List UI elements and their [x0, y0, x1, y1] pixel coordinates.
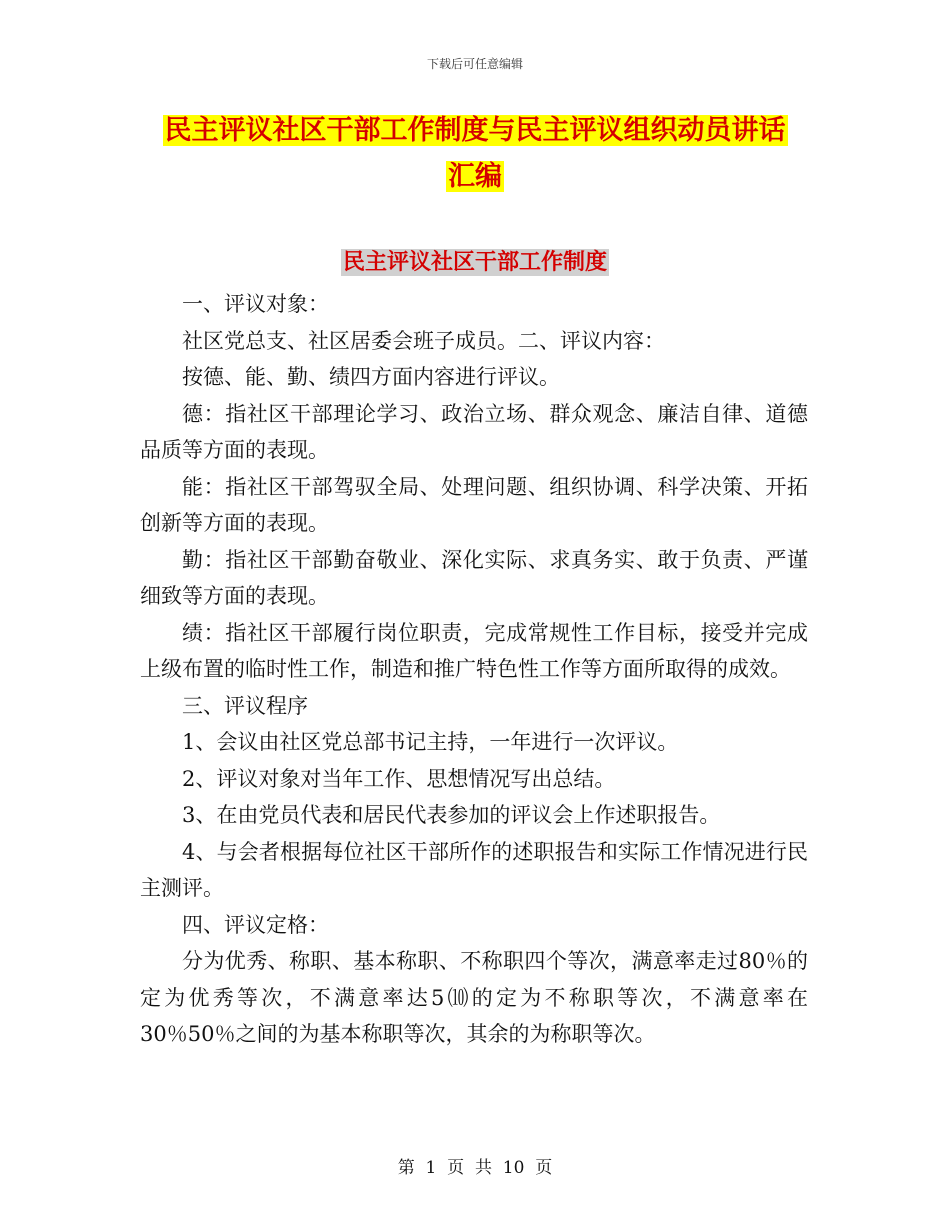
document-title-line-2: 汇编	[448, 161, 502, 192]
paragraph: 能：指社区干部驾驭全局、处理问题、组织协调、科学决策、开拓创新等方面的表现。	[140, 474, 808, 535]
document-title-line-1: 民主评议社区干部工作制度与民主评议组织动员讲话	[164, 115, 786, 146]
header-note: 下载后可任意编辑	[426, 57, 523, 71]
paragraph: 一、评议对象：	[182, 292, 329, 316]
section-title-text: 民主评议社区干部工作制度	[342, 250, 607, 275]
body-text	[140, 286, 808, 1053]
paragraph: 三、评议程序	[182, 693, 308, 718]
paragraph: 绩：指社区干部履行岗位职责，完成常规性工作目标，接受并完成上级布置的临时性工作，制造和推广特色性工作等方面所取得的成效。	[140, 620, 808, 681]
paragraph: 勤：指社区干部勤奋敬业、深化实际、求真务实、敢于负责、严谨细致等方面的表现。	[140, 547, 808, 608]
page-footer: 第 1 页 共 10 页	[397, 1158, 553, 1178]
paragraph: 按德、能、勤、绩四方面内容进行评议。	[182, 365, 560, 389]
paragraph: 2、评议对象对当年工作、思想情况写出总结。	[182, 766, 616, 791]
paragraph: 社区党总支、社区居委会班子成员。二、评议内容：	[182, 328, 665, 353]
section-title	[0, 246, 950, 280]
paragraph: 1、会议由社区党总部书记主持，一年进行一次评议。	[182, 730, 679, 754]
paragraph: 4、与会者根据每位社区干部所作的述职报告和实际工作情况进行民主测评。	[140, 839, 808, 900]
paragraph: 3、在由党员代表和居民代表参加的评议会上作述职报告。	[182, 803, 721, 827]
document-title	[140, 108, 810, 200]
paragraph: 德：指社区干部理论学习、政治立场、群众观念、廉洁自律、道德品质等方面的表现。	[140, 401, 808, 462]
paragraph: 四、评议定格：	[182, 912, 329, 937]
paragraph: 分为优秀、称职、基本称职、不称职四个等次，满意率走过80％的定为优秀等次，不满意率达5⑽的定为不称职等次，不满意率在30％50％之间的为基本称职等次，其余的为称职等次。	[140, 949, 808, 1046]
